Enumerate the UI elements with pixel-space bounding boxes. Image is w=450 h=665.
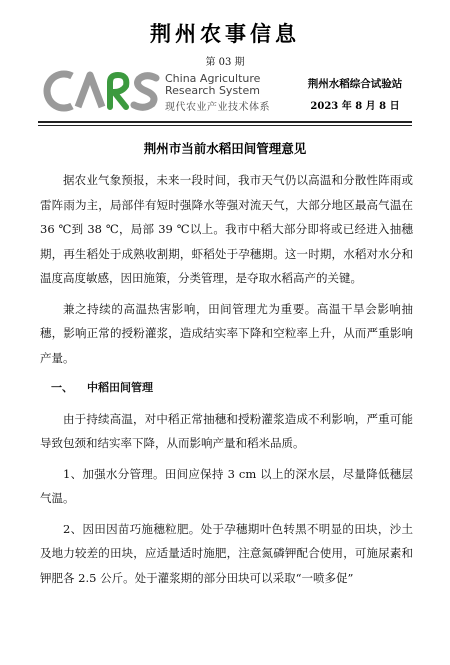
section-heading: [40, 376, 413, 401]
paragraph-4: 1、加强水分管理。田间应保持 3 cm 以上的深水层，尽量降低穗层气温。: [40, 466, 413, 505]
publish-date: 2023 年 8 月 8 日: [310, 101, 400, 112]
section-number: 一、: [51, 381, 73, 394]
logo-letter-r: [110, 75, 126, 107]
logo-letter-s: [134, 76, 156, 108]
article-title: 荆州市当前水稻田间管理意见: [143, 141, 307, 156]
paragraph-1: 据农业气象预报，未来一段时间，我市天气仍以高温和分散性阵雨或雷阵雨为主，局部伴有短时强降水等强对流天气，大部分地区最高气温在 36 ℃到 38 ℃，局部 39 ℃以上。我市中稻大部分即将或已经进入抽穗期，再生稻处于成熟收割期，虾稻处于孕穗期。这一时期，水稻对水分和温度高度敏感，因田施策，分类管理，是夺取水稻高产的关键。: [40, 173, 413, 285]
article-body: [40, 168, 413, 596]
logo-english: [165, 73, 260, 97]
newsletter-title: 荆州农事信息: [150, 22, 300, 46]
paragraph-2: 兼之持续的高温热害影响，田间管理尤为重要。高温干旱会影响抽穗，影响正常的授粉灌浆，造成结实率下降和空粒率上升，从而严重影响产量。: [40, 301, 413, 365]
section-title: 中稻田间管理: [87, 381, 153, 394]
logo-chinese: 现代农业产业技术体系: [165, 102, 270, 113]
header-divider-thick: [38, 121, 412, 123]
logo-english-line1: China Agriculture: [165, 72, 261, 85]
station-name: 荆州水稻综合试验站: [307, 78, 403, 90]
paragraph-3: 由于持续高温，对中稻正常抽穗和授粉灌浆造成不利影响，严重可能导致包颈和结实率下降，从而影响产量和稻米品质。: [40, 411, 413, 450]
header-divider-thin: [38, 125, 412, 126]
paragraph-5: 2、因田因苗巧施穗粒肥。处于孕穗期叶色转黑不明显的田块，沙土及地力较差的田块，应适量适时施肥，注意氮磷钾配合使用，可施尿素和钾肥各 2.5 公斤。处于灌浆期的部分田块可以采取“一喷多促”: [40, 521, 413, 585]
logo-letter-a: [78, 75, 102, 107]
logo-letter-c: [47, 74, 72, 108]
logo-english-line2: Research System: [165, 84, 260, 97]
issue-number: 第 03 期: [205, 57, 245, 68]
